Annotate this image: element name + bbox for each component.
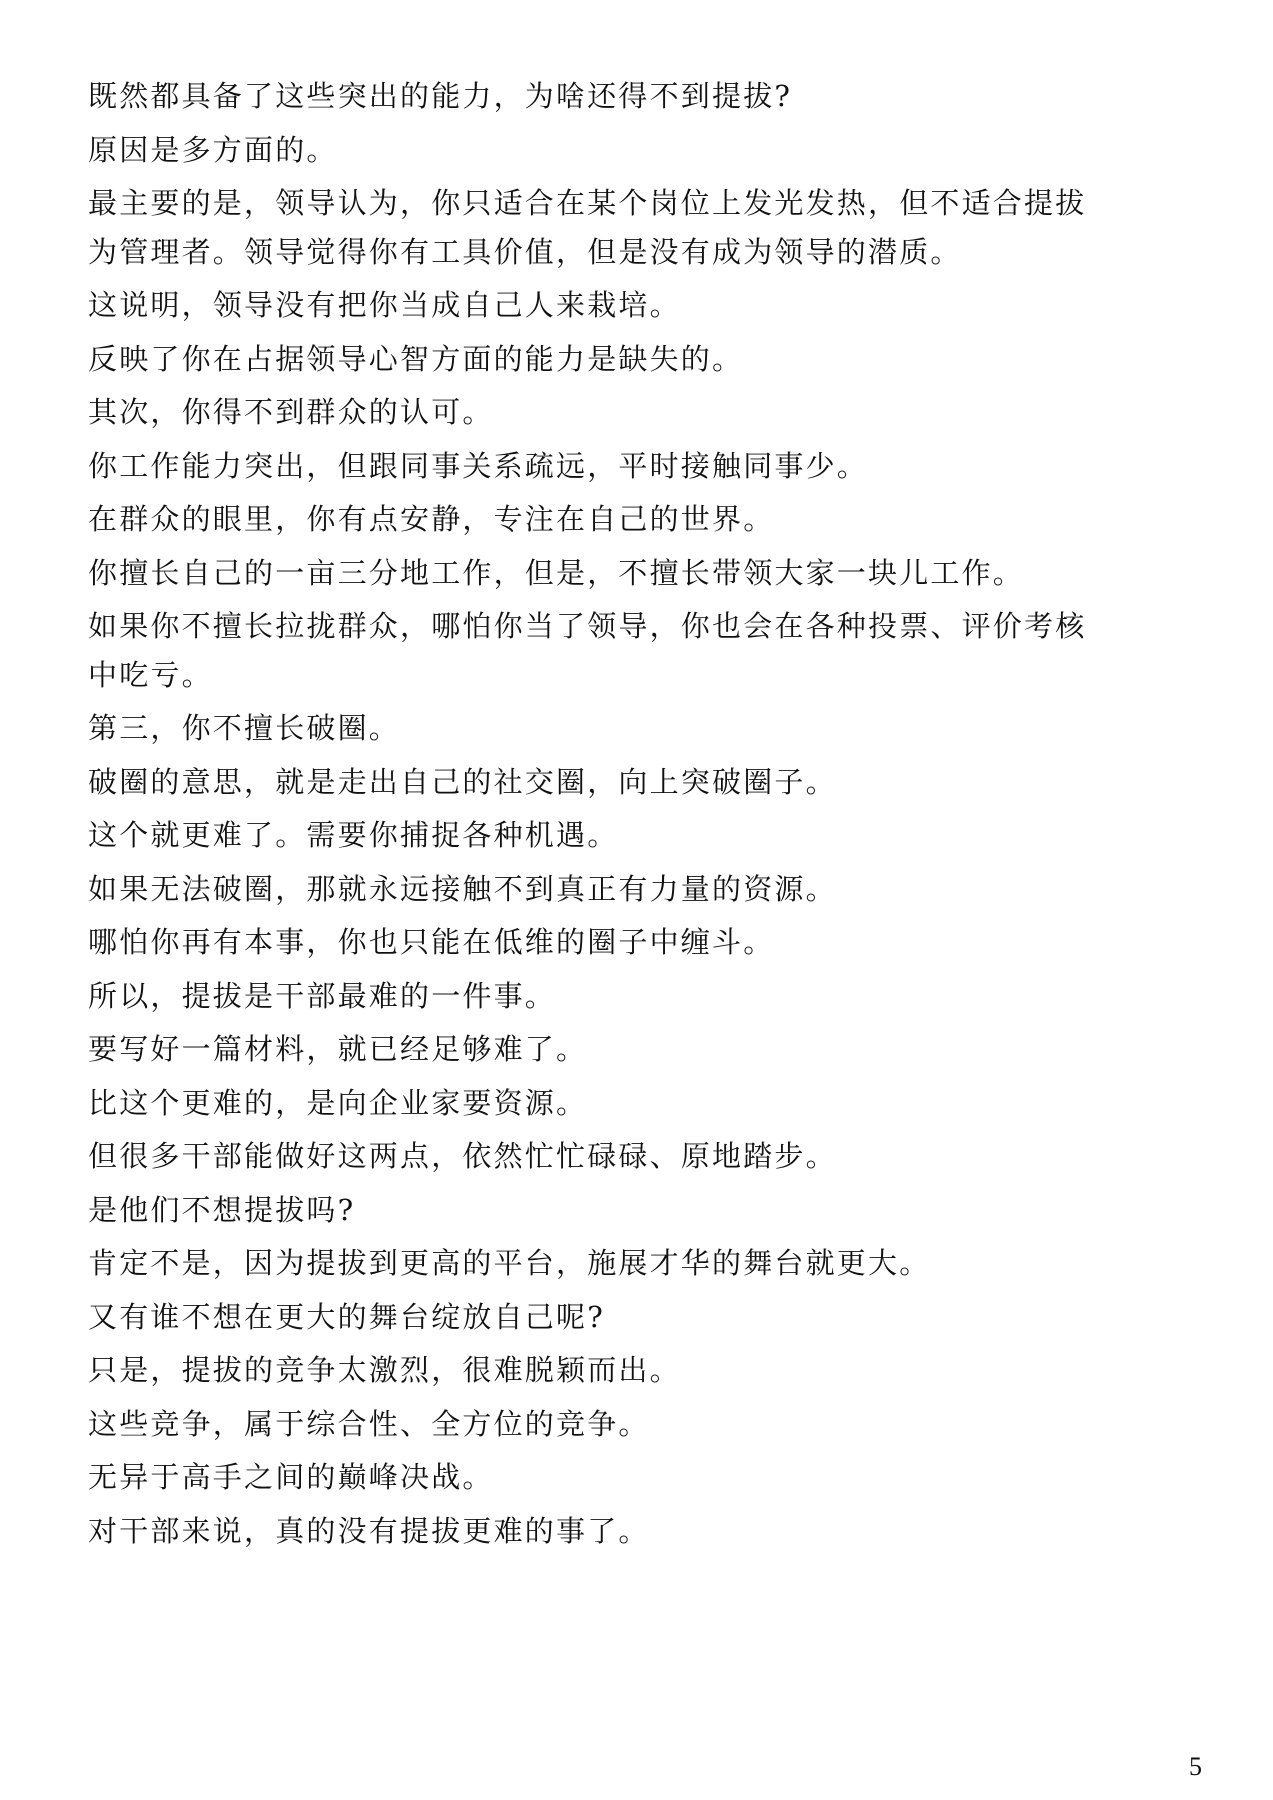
paragraph-line: 哪怕你再有本事，你也只能在低维的圈子中缠斗。: [88, 925, 775, 959]
paragraph-line: 这说明，领导没有把你当成自己人来栽培。: [88, 288, 681, 322]
paragraph: [88, 1507, 1168, 1556]
paragraph-line: 原因是多方面的。: [88, 132, 338, 167]
paragraph-line: 这个就更难了。需要你捕捉各种机遇。: [88, 818, 619, 852]
paragraph-line: 但很多干部能做好这两点，依然忙忙碌碌、原地踏步。: [88, 1139, 837, 1173]
paragraph-line: 如果你不擅长拉拢群众，哪怕你当了领导，你也会在各种投票、评价考核: [88, 609, 1087, 643]
paragraph-line: 破圈的意思，就是走出自己的社交圈，向上突破圈子。: [88, 764, 837, 799]
paragraph: [88, 1025, 1168, 1074]
paragraph: [88, 72, 1168, 121]
paragraph-line: 是他们不想提拔吗?: [88, 1192, 356, 1227]
paragraph: [88, 704, 1168, 753]
paragraph: [88, 602, 1168, 699]
paragraph: [88, 865, 1168, 914]
paragraph: [88, 1346, 1168, 1395]
paragraph: [88, 758, 1168, 807]
paragraph: [88, 918, 1168, 967]
paragraph: [88, 1239, 1168, 1288]
paragraph-line: 为管理者。领导觉得你有工具价值，但是没有成为领导的潜质。: [88, 234, 962, 269]
paragraph-line: 其次，你得不到群众的认可。: [88, 395, 494, 429]
paragraph: [88, 495, 1168, 544]
page-number: 5: [1189, 1752, 1202, 1781]
paragraph: [88, 1400, 1168, 1449]
paragraph-line: 肯定不是，因为提拔到更高的平台，施展才华的舞台就更大。: [88, 1246, 931, 1280]
paragraph-line: 又有谁不想在更大的舞台绽放自己呢?: [88, 1299, 605, 1334]
paragraph: [88, 549, 1168, 598]
paragraph-line: 中吃亏。: [88, 657, 213, 692]
paragraph: [88, 972, 1168, 1021]
paragraph-line: 比这个更难的，是向企业家要资源。: [88, 1085, 588, 1120]
paragraph-line: 如果无法破圈，那就永远接触不到真正有力量的资源。: [88, 871, 837, 906]
paragraph: [88, 388, 1168, 437]
body-text: [88, 72, 1168, 1560]
paragraph: [88, 179, 1168, 276]
paragraph-line: 在群众的眼里，你有点安静，专注在自己的世界。: [88, 502, 775, 536]
paragraph-line: 对干部来说，真的没有提拔更难的事了。: [88, 1513, 650, 1548]
paragraph: [88, 335, 1168, 384]
paragraph-line: 只是，提拔的竞争太激烈，很难脱颖而出。: [88, 1353, 681, 1387]
paragraph-line: 所以，提拔是干部最难的一件事。: [88, 978, 557, 1013]
paragraph-line: 这些竞争，属于综合性、全方位的竞争。: [88, 1406, 650, 1441]
paragraph-line: 第三，你不擅长破圈。: [88, 711, 401, 745]
paragraph: [88, 1186, 1168, 1235]
paragraph: [88, 281, 1168, 330]
paragraph-line: 反映了你在占据领导心智方面的能力是缺失的。: [88, 341, 744, 376]
paragraph: [88, 811, 1168, 860]
paragraph-line: 你擅长自己的一亩三分地工作，但是，不擅长带领大家一块儿工作。: [88, 555, 1025, 590]
paragraph-line: 既然都具备了这些突出的能力，为啥还得不到提拔?: [88, 79, 793, 113]
paragraph-line: 要写好一篇材料，就已经足够难了。: [88, 1032, 588, 1066]
paragraph: [88, 1293, 1168, 1342]
paragraph-line: 无异于高手之间的巅峰决战。: [88, 1460, 494, 1494]
paragraph: [88, 1132, 1168, 1181]
paragraph: [88, 1079, 1168, 1128]
paragraph-line: 最主要的是，领导认为，你只适合在某个岗位上发光发热，但不适合提拔: [88, 186, 1087, 220]
paragraph: [88, 1453, 1168, 1502]
paragraph: [88, 442, 1168, 491]
paragraph: [88, 126, 1168, 175]
paragraph-line: 你工作能力突出，但跟同事关系疏远，平时接触同事少。: [88, 448, 869, 483]
